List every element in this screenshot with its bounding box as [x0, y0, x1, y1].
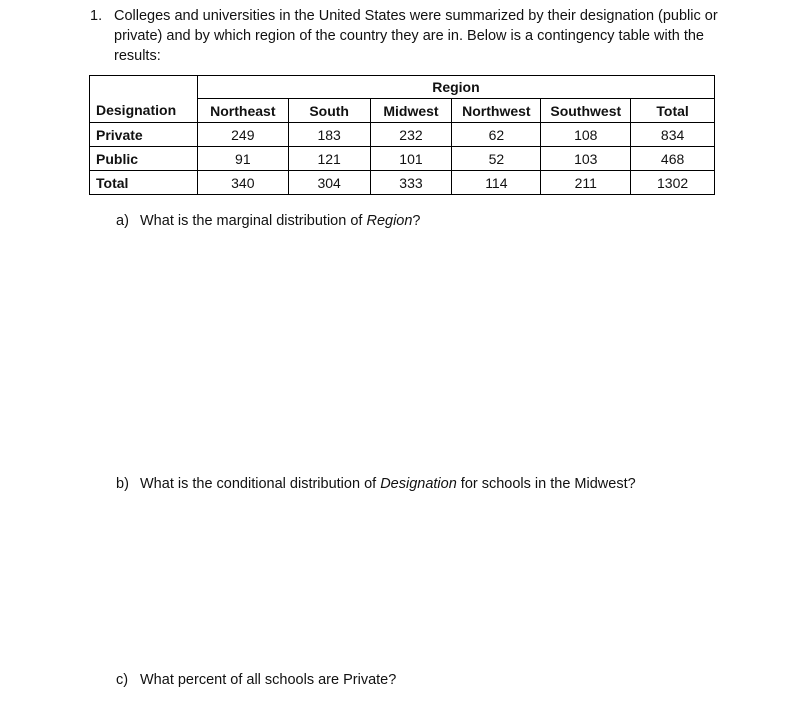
column-header-northeast: Northeast — [197, 99, 288, 123]
table-row-private — [90, 123, 715, 147]
table-row-public — [90, 147, 715, 171]
table-cell: 183 — [288, 123, 370, 147]
row-label: Public — [90, 147, 198, 171]
table-cell: 333 — [370, 171, 452, 195]
part-b-emphasis: Designation — [380, 476, 457, 492]
row-label: Private — [90, 123, 198, 147]
column-header-southwest: Southwest — [541, 99, 631, 123]
table-row-total — [90, 171, 715, 195]
column-header-midwest: Midwest — [370, 99, 452, 123]
table-cell: 211 — [541, 171, 631, 195]
table-cell: 101 — [370, 147, 452, 171]
contingency-table — [89, 75, 715, 195]
table-cell: 108 — [541, 123, 631, 147]
part-c — [116, 672, 396, 688]
part-c-text: What percent of all schools are Private? — [140, 672, 397, 688]
column-header-northwest: Northwest — [452, 99, 541, 123]
part-b-suffix: for schools in the Midwest? — [456, 476, 636, 492]
table-cell: 340 — [197, 171, 288, 195]
table-cell: 834 — [631, 123, 715, 147]
column-header-total: Total — [631, 99, 715, 123]
table-corner-cell — [90, 76, 198, 99]
table-column-header-row — [90, 99, 715, 123]
table-cell: 468 — [631, 147, 715, 171]
table-cell: 62 — [452, 123, 541, 147]
part-a-text: What is the marginal distribution of — [140, 213, 367, 229]
table-cell: 304 — [288, 171, 370, 195]
question-1 — [90, 6, 730, 66]
part-b-text: What is the conditional distribution of — [140, 476, 381, 492]
part-c-label: c) — [116, 672, 129, 688]
question-number: 1. — [90, 8, 103, 24]
designation-header: Designation — [90, 99, 198, 123]
table-cell: 1302 — [631, 171, 715, 195]
table-cell: 121 — [288, 147, 370, 171]
table-cell: 114 — [452, 171, 541, 195]
part-a — [116, 213, 421, 229]
part-a-emphasis: Region — [366, 213, 413, 229]
part-b-label: b) — [116, 476, 129, 492]
table-group-header-row — [90, 76, 715, 99]
table-cell: 52 — [452, 147, 541, 171]
part-a-label: a) — [116, 213, 129, 229]
table-cell: 232 — [370, 123, 452, 147]
column-header-south: South — [288, 99, 370, 123]
question-text: Colleges and universities in the United States were summarized by their designation (public or private) and by which region of the country they are in. Below is a contingency table with the results: — [114, 8, 718, 64]
row-label: Total — [90, 171, 198, 195]
table-cell: 91 — [197, 147, 288, 171]
region-group-header: Region — [197, 76, 714, 99]
table-cell: 249 — [197, 123, 288, 147]
table-cell: 103 — [541, 147, 631, 171]
part-b — [116, 476, 636, 492]
part-a-suffix: ? — [412, 213, 421, 229]
